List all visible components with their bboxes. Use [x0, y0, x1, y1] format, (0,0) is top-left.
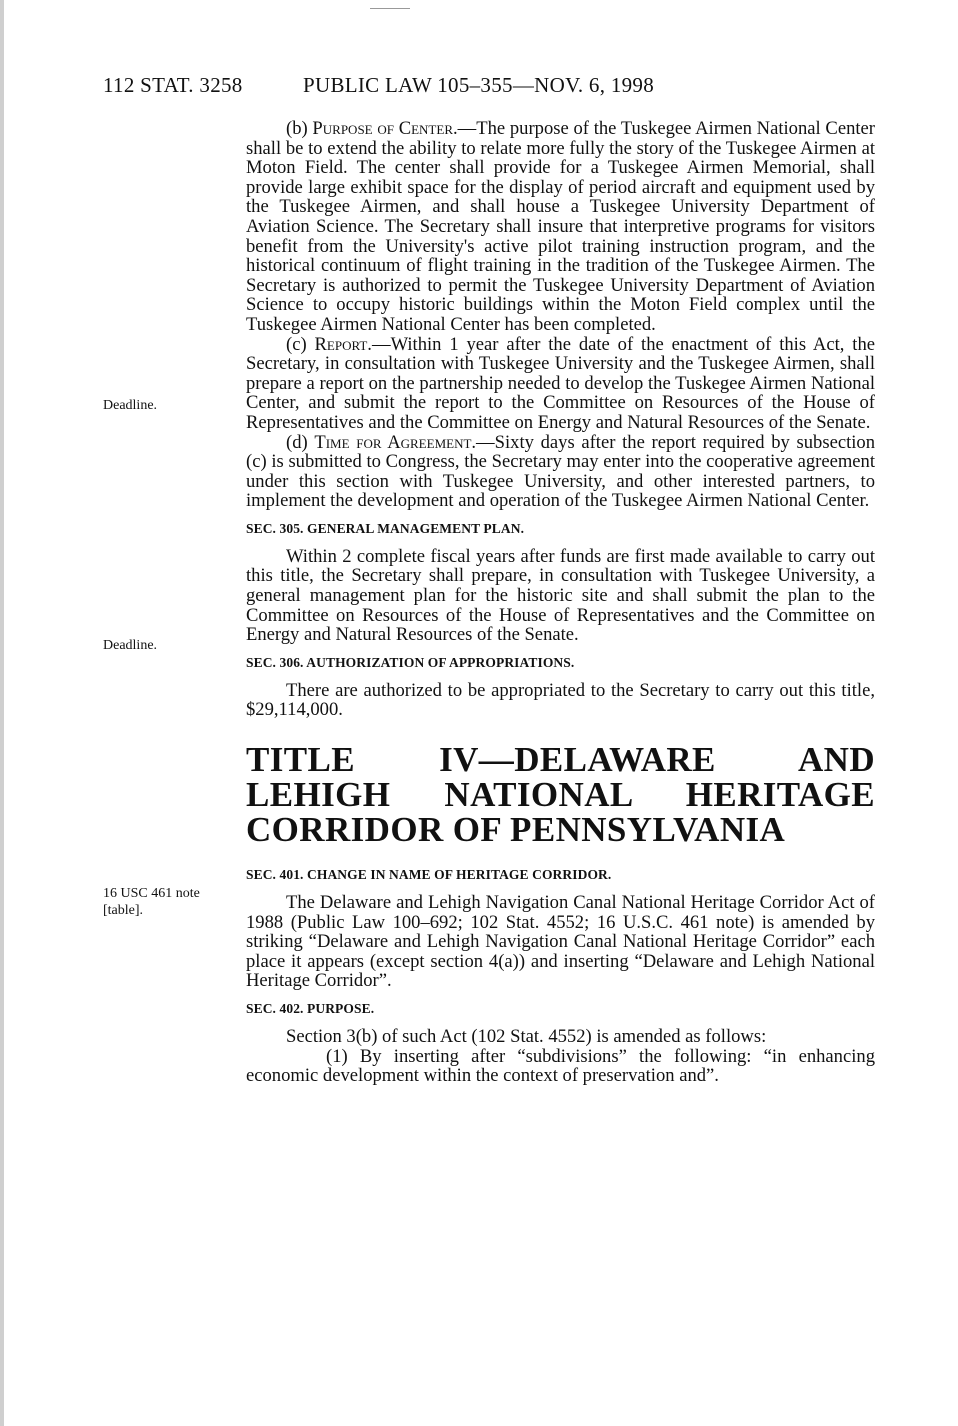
section-305-heading: SEC. 305. GENERAL MANAGEMENT PLAN. [246, 520, 525, 536]
section-402-intro: Section 3(b) of such Act (102 Stat. 4552) is amended as follows: [286, 1026, 767, 1047]
margin-note-usc: 16 USC 461 note [table]. [103, 886, 200, 918]
subsection-b [246, 119, 875, 335]
subsection-d-heading: Time for Agreement. [314, 431, 477, 453]
subsection-d-text: —Sixty days after the report required by subsection (c) is submitted to Congress, the Secretary may enter into the cooperative agreement under this section with Tuskegee University, and other interested partners, to implement the development and operation of the Tuskegee Airmen National Center. [246, 431, 875, 512]
subsection-c-heading: Report. [314, 333, 372, 355]
document-body [246, 119, 875, 1086]
margin-note-deadline-1: Deadline. [103, 398, 158, 413]
subsection-c-label: (c) [286, 333, 315, 355]
section-306-text: There are authorized to be appropriated to the Secretary to carry out this title, $29,114,000. [246, 679, 875, 721]
subsection-b-text: —The purpose of the Tuskegee Airmen National Center shall be to extend the ability to relate more fully the story of the Tuskegee Airmen at Moton Field. The center shall provide for a Tuskegee Airmen Memorial, shall provide large exhibit space for the display of period aircraft and equipment used by the Tuskegee Airmen, and shall house a Tuskegee University Department of Aviation Science. The Secretary shall insure that interpretive programs for visitors benefit from the University's active pilot training instruction program, and the historical continuum of flight training in the tradition of the Tuskegee Airmen. The Secretary is authorized to permit the Tuskegee University Department of Aviation Science to occupy historic buildings within the Moton Field complex until the Tuskegee Airmen National Center has been completed. [246, 118, 875, 335]
subsection-d-label: (d) [286, 431, 315, 453]
section-401-text: The Delaware and Lehigh Navigation Canal National Heritage Corridor Act of 1988 (Public Law 100–692; 102 Stat. 4552; 16 U.S.C. 461 note) is amended by striking “Delaware and Lehigh Navigation Canal National Heritage Corridor” each place it appears (except section 4(a)) and inserting “Delaware and Lehigh National Heritage Corridor”. [246, 892, 875, 992]
section-401-heading: SEC. 401. CHANGE IN NAME OF HERITAGE CORRIDOR. [246, 867, 612, 883]
margin-note-deadline-2: Deadline. [103, 638, 158, 653]
subsection-d [246, 433, 875, 511]
section-305-text: Within 2 complete fiscal years after funds are first made available to carry out this title, the Secretary shall prepare, in consultation with Tuskegee University, a general management plan for the historic site and shall submit the plan to the Committee on Resources of the House of Representatives and the Committee on Energy and Natural Resources of the Senate. [246, 545, 875, 646]
subsection-c [246, 335, 875, 433]
subsection-b-heading: Purpose of Center. [312, 118, 458, 139]
subsection-b-label: (b) [286, 118, 313, 139]
scan-mark [370, 8, 410, 9]
section-402-heading: SEC. 402. PURPOSE. [246, 1001, 375, 1016]
section-306-heading: SEC. 306. AUTHORIZATION OF APPROPRIATIONS. [246, 654, 575, 670]
subsection-c-text: —Within 1 year after the date of the enactment of this Act, the Secretary, in consultation with Tuskegee University and the Tuskegee Airmen, shall prepare a report on the partnership needed to develop the Tuskegee Airmen National Center, and submit the report to the Committee on Resources of the House of Representatives and the Committee on Energy and Natural Resources of the Senate. [246, 333, 875, 433]
section-402-item-1: (1) By inserting after “subdivisions” the following: “in enhancing economic development within the context of preservation and”. [246, 1045, 875, 1087]
stat-citation: 112 STAT. 3258 [103, 73, 243, 97]
public-law-citation: PUBLIC LAW 105–355—NOV. 6, 1998 [303, 73, 655, 97]
title-iv-heading: TITLE IV—DELAWARE AND LEHIGH NATIONAL HERITAGE CORRIDOR OF PENNSYLVANIA [246, 740, 875, 850]
